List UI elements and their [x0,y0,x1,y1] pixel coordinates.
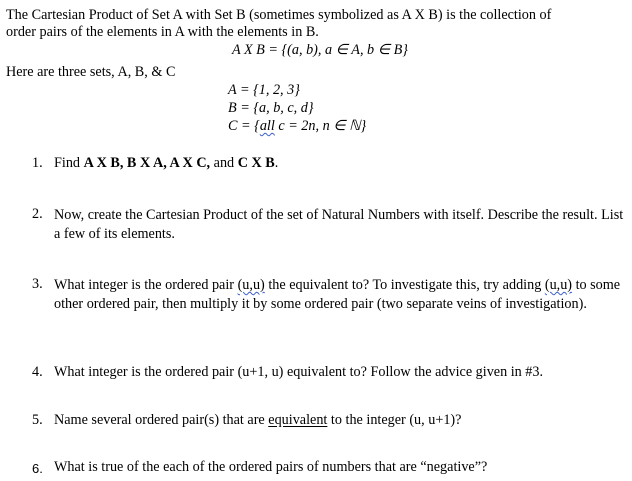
set-c-suffix: c = 2n, n ∈ ℕ} [274,118,367,134]
question-text: Name several ordered pair(s) that are equivalent to the integer (u, u+1)? [54,412,462,428]
set-b: B = {a, b, c, d} [228,100,314,116]
cartesian-formula: A X B = {(a, b), a ∈ A, b ∈ B} [232,42,408,58]
question-text: Now, create the Cartesian Product of the set of Natural Numbers with itself. Describe the result. List a few of its elements. [54,207,624,242]
question-number: 1. [32,155,43,171]
question-text: Find A X B, B X A, A X C, and C X B. [54,155,279,171]
question-number: 4. [32,364,43,380]
set-a: A = {1, 2, 3} [228,82,300,98]
question-text: What is true of the each of the ordered pairs of numbers that are “negative”? [54,459,488,475]
set-c-prefix: C = { [228,118,260,134]
question-number: 3. [32,276,43,292]
sets-intro: Here are three sets, A, B, & C [6,64,176,80]
question-number: 5. [32,412,43,428]
set-c [228,118,366,135]
question-number: 2. [32,206,43,222]
intro-line-1: The Cartesian Product of Set A with Set B (sometimes symbolized as A X B) is the collection of [6,7,552,23]
set-c-all: all [259,118,275,134]
question-text: What integer is the ordered pair (u+1, u) equivalent to? Follow the advice given in #3. [54,364,544,380]
question-text: What integer is the ordered pair (u,u) the equivalent to? To investigate this, try adding (u,u) to some other ordered pair, then multiply it by some ordered pair (two separate veins of investigation). [54,277,621,312]
intro-line-2: order pairs of the elements in A with the elements in B. [6,24,319,40]
question-number: 6. [32,461,43,476]
